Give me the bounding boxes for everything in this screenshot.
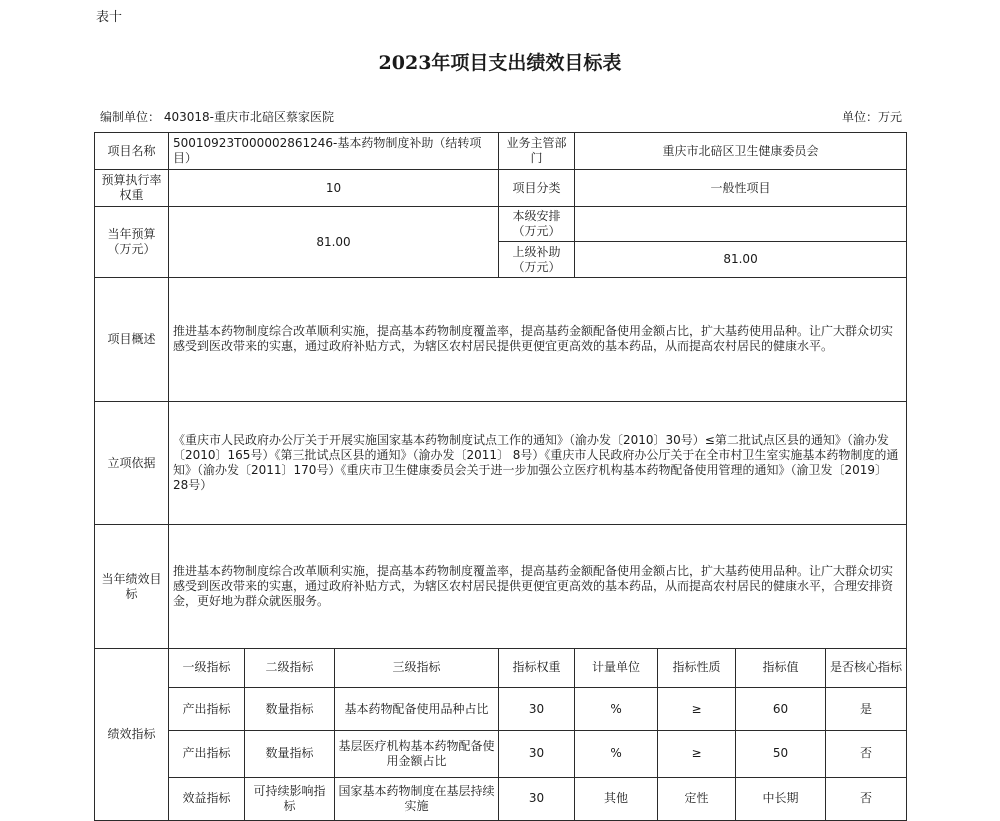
indicator-header: 指标性质 xyxy=(658,648,736,687)
indicator-cell: 基本药物配备使用品种占比 xyxy=(335,688,499,731)
org-value: 403018-重庆市北碚区蔡家医院 xyxy=(163,110,334,124)
indicator-label: 绩效指标 xyxy=(95,648,169,820)
budget-value: 81.00 xyxy=(169,207,499,278)
budget-label: 当年预算（万元） xyxy=(95,207,169,278)
indicator-cell: 60 xyxy=(736,688,826,731)
indicator-cell: 效益指标 xyxy=(169,777,245,820)
page-title: 2023年项目支出绩效目标表 xyxy=(378,52,622,74)
performance-table xyxy=(94,132,907,821)
indicator-cell: 数量指标 xyxy=(245,688,335,731)
indicator-header: 指标权重 xyxy=(499,648,575,687)
indicator-row xyxy=(95,777,907,820)
upper-subsidy-label: 上级补助（万元） xyxy=(499,242,575,278)
indicator-header: 二级指标 xyxy=(245,648,335,687)
project-name-label: 项目名称 xyxy=(95,133,169,170)
indicator-cell: 基层医疗机构基本药物配备使用金额占比 xyxy=(335,731,499,777)
indicator-header: 指标值 xyxy=(736,648,826,687)
indicator-cell: ≥ xyxy=(658,688,736,731)
indicator-cell: 数量指标 xyxy=(245,731,335,777)
overview-label: 项目概述 xyxy=(95,278,169,402)
org-label: 编制单位： xyxy=(100,110,161,124)
overview-text: 推进基本药物制度综合改革顺利实施，提高基本药物制度覆盖率，提高基药金额配备使用金额占比，扩大基药使用品种。让广大群众切实感受到医改带来的实惠，通过政府补贴方式，为辖区农村居民提供更便宜更高效的基本药品，从而提高农村居民的健康水平。 xyxy=(169,278,907,402)
table-row xyxy=(95,170,907,207)
indicator-header: 一级指标 xyxy=(169,648,245,687)
local-budget-value xyxy=(575,207,907,242)
table-row xyxy=(95,207,907,242)
indicator-header: 是否核心指标 xyxy=(826,648,907,687)
category-value: 一般性项目 xyxy=(575,170,907,207)
table-row xyxy=(95,133,907,170)
local-budget-label: 本级安排（万元） xyxy=(499,207,575,242)
indicator-cell: 50 xyxy=(736,731,826,777)
indicator-row xyxy=(95,731,907,777)
weight-value: 10 xyxy=(169,170,499,207)
table-number: 表十 xyxy=(96,10,123,25)
indicator-cell: 30 xyxy=(499,688,575,731)
indicator-cell: % xyxy=(575,731,658,777)
indicator-cell: 产出指标 xyxy=(169,731,245,777)
indicator-cell: 是 xyxy=(826,688,907,731)
indicator-cell: % xyxy=(575,688,658,731)
category-label: 项目分类 xyxy=(499,170,575,207)
basis-label: 立项依据 xyxy=(95,401,169,525)
indicator-header: 三级指标 xyxy=(335,648,499,687)
indicator-cell: ≥ xyxy=(658,731,736,777)
table-row xyxy=(95,525,907,649)
indicator-header-row xyxy=(95,648,907,687)
basis-text: 《重庆市人民政府办公厅关于开展实施国家基本药物制度试点工作的通知》（渝办发〔2010〕30号）≤第二批试点区县的通知》（渝办发〔2010〕165号）《第三批试点区县的通知》（渝办发〔2011〕 8号）《重庆市人民政府办公厅关于在全市村卫生室实施基本药物制度的通知》（渝办发〔2011〕170号）《重庆市卫生健康委员会关于进一步加强公立医疗机构基本药物配备使用管理的通知》（渝卫发〔2019〕 28号） xyxy=(169,401,907,525)
upper-subsidy-value: 81.00 xyxy=(575,242,907,278)
goal-label: 当年绩效目标 xyxy=(95,525,169,649)
weight-label: 预算执行率权重 xyxy=(95,170,169,207)
indicator-header: 计量单位 xyxy=(575,648,658,687)
unit-label: 单位：万元 xyxy=(841,110,902,124)
project-name-value: 50010923T000002861246-基本药物制度补助（结转项目） xyxy=(169,133,499,170)
indicator-cell: 国家基本药物制度在基层持续实施 xyxy=(335,777,499,820)
org-line xyxy=(100,108,334,125)
indicator-cell: 30 xyxy=(499,777,575,820)
indicator-row xyxy=(95,688,907,731)
indicator-cell: 产出指标 xyxy=(169,688,245,731)
goal-text: 推进基本药物制度综合改革顺利实施，提高基本药物制度覆盖率，提高基药金额配备使用金额占比，扩大基药使用品种。让广大群众切实感受到医改带来的实惠，通过政府补贴方式，为辖区农村居民提供更便宜更高效的基本药品，从而提高农村居民的健康水平，合理安排资金，更好地为群众就医服务。 xyxy=(169,525,907,649)
table-row xyxy=(95,401,907,525)
indicator-cell: 30 xyxy=(499,731,575,777)
indicator-cell: 否 xyxy=(826,777,907,820)
dept-label: 业务主管部门 xyxy=(499,133,575,170)
indicator-cell: 否 xyxy=(826,731,907,777)
indicator-cell: 中长期 xyxy=(736,777,826,820)
dept-value: 重庆市北碚区卫生健康委员会 xyxy=(575,133,907,170)
indicator-cell: 定性 xyxy=(658,777,736,820)
table-row xyxy=(95,278,907,402)
indicator-cell: 其他 xyxy=(575,777,658,820)
indicator-cell: 可持续影响指标 xyxy=(245,777,335,820)
